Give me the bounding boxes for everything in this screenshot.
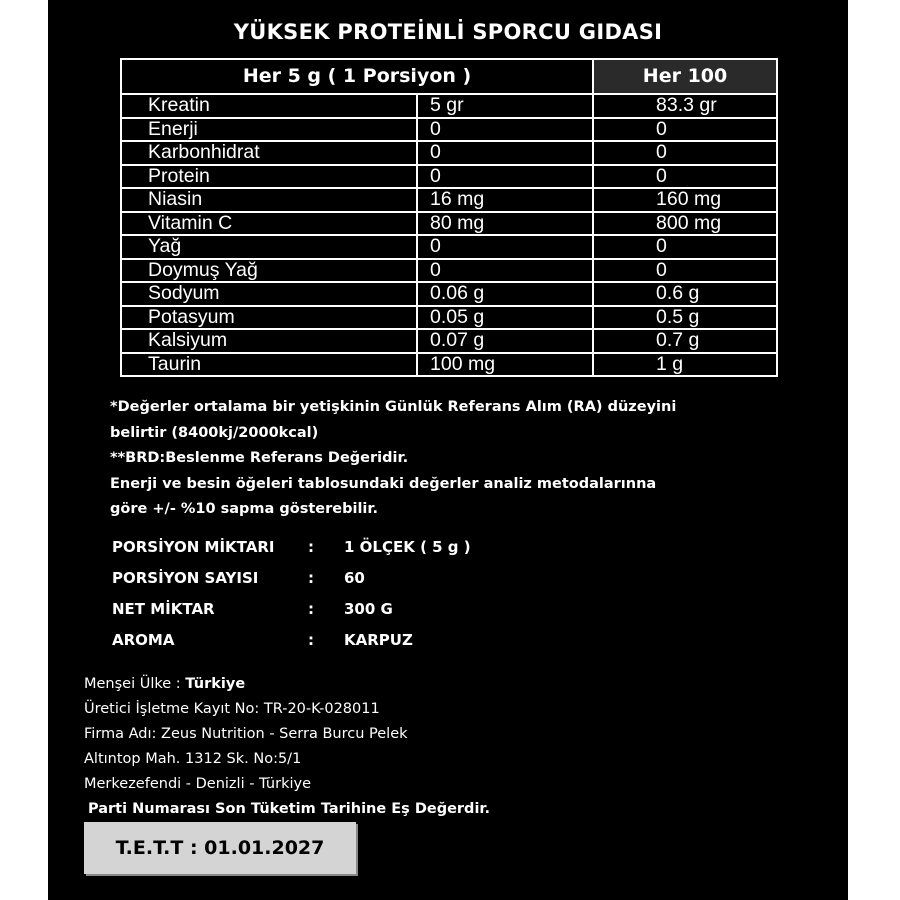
spec-value: KARPUZ <box>344 631 413 649</box>
spec-row <box>112 566 712 597</box>
spec-key: AROMA <box>112 631 175 649</box>
registration-number: Üretici İşletme Kayıt No: TR-20-K-028011 <box>84 701 380 717</box>
nutrient-name: Kreatin <box>121 94 417 118</box>
table-row <box>121 212 777 236</box>
per-100-value: 160 mg <box>593 188 777 212</box>
table-row <box>121 165 777 189</box>
footnote-line: göre +/- %10 sapma gösterebilir. <box>110 501 378 517</box>
footnotes <box>110 395 810 523</box>
nutrient-name: Sodyum <box>121 282 417 306</box>
per-portion-value: 80 mg <box>417 212 593 236</box>
origin-country <box>84 672 824 697</box>
per-portion-value: 0 <box>417 141 593 165</box>
spec-row <box>112 597 712 628</box>
per-portion-value: 0 <box>417 118 593 142</box>
per-portion-value: 5 gr <box>417 94 593 118</box>
per-100-value: 0.5 g <box>593 306 777 330</box>
per-portion-value: 0.05 g <box>417 306 593 330</box>
table-row <box>121 329 777 353</box>
table-row <box>121 141 777 165</box>
batch-note: Parti Numarası Son Tüketim Tarihine Eş Değerdir. <box>88 801 490 817</box>
address-line: Altıntop Mah. 1312 Sk. No:5/1 <box>84 751 302 767</box>
per-100-value: 0.7 g <box>593 329 777 353</box>
nutrient-name: Protein <box>121 165 417 189</box>
nutrient-name: Karbonhidrat <box>121 141 417 165</box>
product-title: YÜKSEK PROTEİNLİ SPORCU GIDASI <box>233 20 663 44</box>
spec-value: 1 ÖLÇEK ( 5 g ) <box>344 538 471 556</box>
nutrient-name: Vitamin C <box>121 212 417 236</box>
spec-key: NET MİKTAR <box>112 600 215 618</box>
table-header-row <box>121 59 777 94</box>
per-100-value: 0 <box>593 165 777 189</box>
nutrient-name: Enerji <box>121 118 417 142</box>
per-100-value: 83.3 gr <box>593 94 777 118</box>
per-portion-value: 0 <box>417 259 593 283</box>
nutrient-name: Doymuş Yağ <box>121 259 417 283</box>
nutrient-name: Kalsiyum <box>121 329 417 353</box>
nutrient-name: Potasyum <box>121 306 417 330</box>
per-portion-value: 0 <box>417 165 593 189</box>
origin-label: Menşei Ülke : <box>84 676 186 692</box>
per-100-value: 0 <box>593 118 777 142</box>
spec-key: PORSİYON SAYISI <box>112 569 259 587</box>
table-row <box>121 235 777 259</box>
footnote-line: *Değerler ortalama bir yetişkinin Günlük Referans Alım (RA) düzeyini <box>110 399 677 415</box>
table-row <box>121 94 777 118</box>
footnote-line: belirtir (8400kj/2000kcal) <box>110 424 319 441</box>
expiry-date-box: T.E.T.T : 01.01.2027 <box>84 822 356 874</box>
per-100-value: 0 <box>593 259 777 283</box>
per-100-value: 0.6 g <box>593 282 777 306</box>
spec-row <box>112 628 712 659</box>
footnote-line: Enerji ve besin öğeleri tablosundaki değerler analiz metodalarınna <box>110 475 657 492</box>
per-portion-value: 0 <box>417 235 593 259</box>
per-100-value: 0 <box>593 235 777 259</box>
origin-value: Türkiye <box>185 676 246 692</box>
nutrient-name: Taurin <box>121 353 417 377</box>
footnote-line: **BRD:Beslenme Referans Değeridir. <box>110 450 409 466</box>
nutrient-name: Yağ <box>121 235 417 259</box>
spec-row <box>112 535 712 566</box>
spec-separator: : <box>308 569 314 587</box>
table-row <box>121 282 777 306</box>
header-per-portion: Her 5 g ( 1 Porsiyon ) <box>121 59 593 94</box>
table-row <box>121 118 777 142</box>
spec-value: 300 G <box>344 600 393 618</box>
per-100-value: 800 mg <box>593 212 777 236</box>
per-100-value: 1 g <box>593 353 777 377</box>
spec-separator: : <box>308 538 314 556</box>
label-panel <box>48 0 848 900</box>
address-line: Merkezefendi - Denizli - Türkiye <box>84 776 311 792</box>
company-name: Firma Adı: Zeus Nutrition - Serra Burcu Pelek <box>84 726 408 742</box>
spec-key: PORSİYON MİKTARI <box>112 538 275 556</box>
per-portion-value: 0.06 g <box>417 282 593 306</box>
per-portion-value: 0.07 g <box>417 329 593 353</box>
nutrition-table <box>120 58 778 377</box>
manufacturer-info <box>84 672 824 822</box>
spec-value: 60 <box>344 569 365 587</box>
table-row <box>121 306 777 330</box>
per-100-value: 0 <box>593 141 777 165</box>
table-row <box>121 259 777 283</box>
spec-separator: : <box>308 631 314 649</box>
nutrient-name: Niasin <box>121 188 417 212</box>
per-portion-value: 100 mg <box>417 353 593 377</box>
table-row <box>121 188 777 212</box>
spec-separator: : <box>308 600 314 618</box>
header-per-100: Her 100 <box>593 59 777 94</box>
product-specs <box>112 535 712 659</box>
per-portion-value: 16 mg <box>417 188 593 212</box>
table-row <box>121 353 777 377</box>
